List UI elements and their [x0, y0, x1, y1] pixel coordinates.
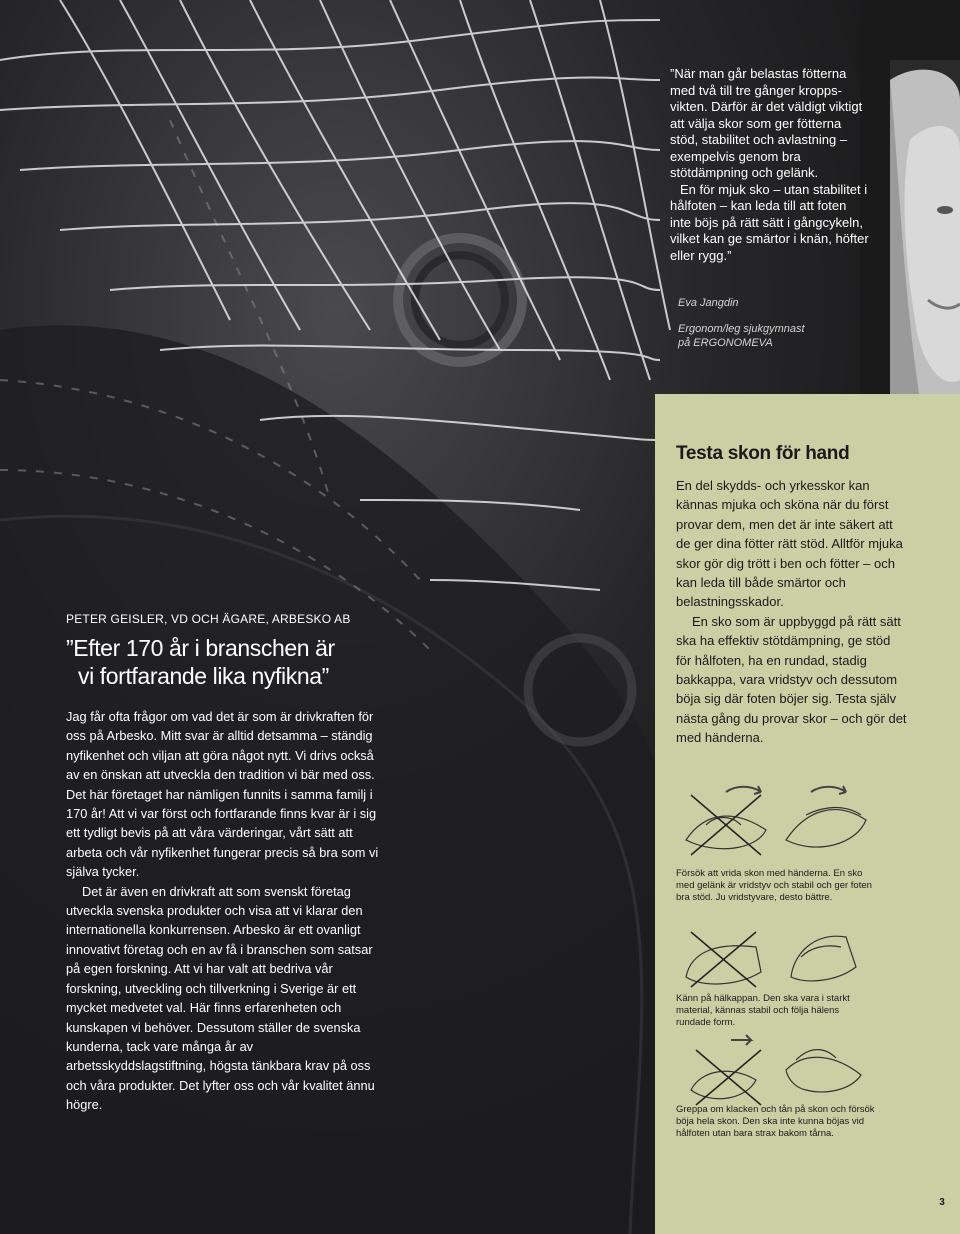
panel-body: [676, 476, 908, 748]
quote-author-title-2: på ERGONOMEVA: [678, 337, 773, 349]
caption-twist: Försök att vrida skon med händerna. En sko med gelänk är vridstyv och stabil och ger foten bra stöd. Ju vridstyvare, desto bättre.: [676, 868, 872, 903]
panel-paragraph-2: En sko som är uppbyggd på rätt sätt ska ha effektiv stötdämpning, ge stöd för hålfoten, ha en rundad, stadig bakkappa, vara vridstyv och dessutom böja sig där foten böjer sig. Testa själv nästa gång du provar skor – och gör det med händerna.: [676, 613, 907, 746]
headline-line-1: ”Efter 170 år i branschen är: [66, 635, 335, 661]
heel-counter-illustration: [676, 912, 876, 992]
quote-author-name: Eva Jangdin: [678, 297, 739, 309]
twist-shoe-illustration: [676, 780, 876, 860]
quote-author-title-1: Ergonom/leg sjukgymnast: [678, 323, 805, 335]
expert-quote: [670, 66, 870, 264]
article-body: [66, 707, 386, 1115]
panel-title: Testa skon för hand: [676, 443, 850, 464]
headline-line-2: vi fortfarande lika nyfikna”: [78, 663, 329, 689]
article-kicker: PETER GEISLER, VD OCH ÄGARE, ARBESKO AB: [66, 612, 351, 626]
article-paragraph-2: Det är även en drivkraft att som svenskt företag utveckla svenska produkter och visa att vi klarar den internationella konkurrensen. Arbesko är ett ovanligt innovativt företag och en av få i branschen som satsar på egen forskning. Att vi har valt att bedriva vår forskning, utveckling och tillverkning i Sverige är ett mycket medvetet val. Här finns erfarenheten och kunskapen vi behöver. Dessutom ställer de svenska kunderna, tack vare många år av arbetsskyddslagstiftning, högsta tänkbara krav på oss och våra produkter. Det lyfter oss och vår kvalitet ännu högre.: [66, 883, 375, 1113]
author-portrait: [890, 60, 960, 400]
article-headline: [66, 634, 386, 690]
article-paragraph-1: Jag får ofta frågor om vad det är som är drivkraften för oss på Arbesko. Mitt svar är alltid detsamma – ständig nyfikenhet och viljan att göra något nytt. Vi drivs också av en önskan att utveckla den tradition vi bär med oss. Det här företaget har nämligen funnits i samma familj i 170 år! Att vi var först och fortfarande finns kvar är i sig ett tydligt bevis på att våra värderingar, vårt sätt att arbeta och vår nyfikenhet fungerar precis så bra som vi själva tycker.: [66, 709, 379, 880]
bend-shoe-illustration: [676, 1030, 876, 1110]
caption-heel: Känn på hälkappan. Den ska vara i starkt material, kännas stabil och följa hälens rundade form.: [676, 993, 850, 1028]
panel-paragraph-1: En del skydds- och yrkesskor kan kännas mjuka och sköna när du först provar dem, men det är inte säkert att de ger dina fötter rätt stöd. Alltför mjuka skor gör dig trött i ben och fötter – och kan leda till både smärtor och belastningsskador.: [676, 478, 903, 610]
caption-bend: Greppa om klacken och tån på skon och försök böja hela skon. Den ska inte kunna böjas vid hålfoten utan bara strax bakom tårna.: [676, 1104, 875, 1139]
quote-paragraph-1: ”När man går belastas fötterna med två till tre gånger kropps- vikten. Därför är det väldigt viktigt att välja skor som ger fötterna stöd, stabilitet och avlastning – exempelvis genom bra stötdämpning och gelänk.: [670, 66, 863, 180]
quote-paragraph-2: En för mjuk sko – utan stabilitet i hålfoten – kan leda till att foten inte böjs på rätt sätt i gångcykeln, vilket kan ge smärtor i knän, höfter eller rygg.”: [670, 181, 869, 263]
page-number: 3: [939, 1197, 945, 1208]
